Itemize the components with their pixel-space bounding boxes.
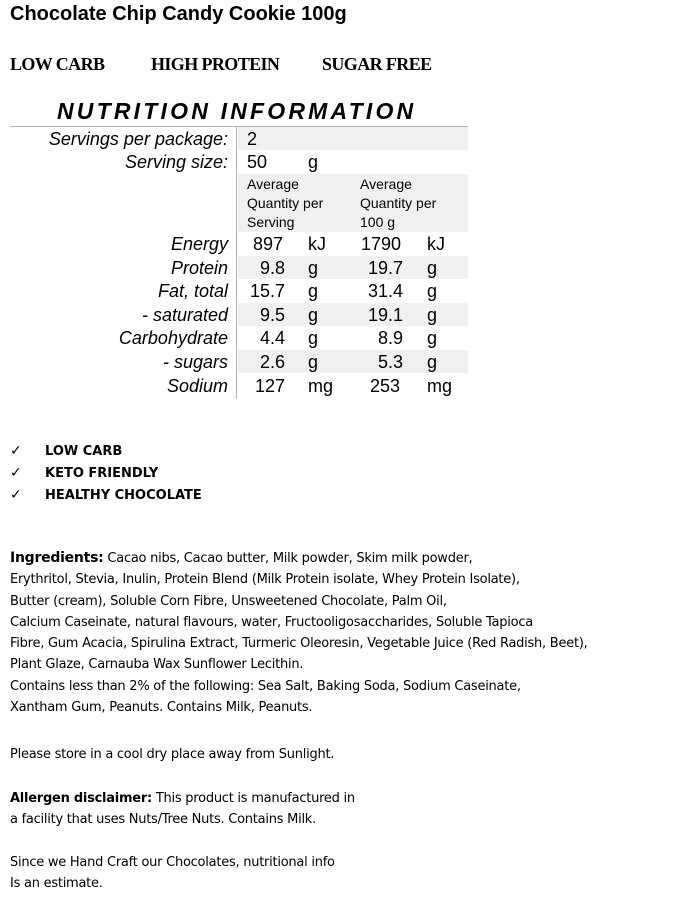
carbohydrate-serving-unit: g (308, 328, 319, 348)
ingredients-line: Contains less than 2% of the following: Sea Salt, Baking Soda, Sodium Caseinate, (10, 678, 521, 694)
check-icon: ✓ (10, 443, 22, 459)
allergen-text: This product is manufactured in (151, 791, 355, 806)
serving-size-value: 50 (247, 152, 268, 172)
estimate-note-line: Is an estimate. (10, 876, 103, 892)
protein-serving-unit: g (308, 258, 319, 278)
col-header-100g-line2: Quantity per (360, 195, 437, 211)
row-label-fat-total: Fat, total (157, 281, 228, 301)
allergen-text: a facility that uses Nuts/Tree Nuts. Contains Milk. (10, 812, 316, 828)
fat-serving-value: 15.7 (250, 281, 286, 301)
protein-serving-value: 9.8 (260, 258, 286, 278)
ingredients-line: Fibre, Gum Acacia, Spirulina Extract, Turmeric Oleoresin, Vegetable Juice (Red Radish, Beet), (10, 636, 588, 652)
sugars-serving-value: 2.6 (260, 352, 286, 372)
col-header-100g-line1: Average (360, 176, 412, 192)
sugars-100g-unit: g (427, 352, 438, 372)
sodium-100g-unit: mg (427, 376, 453, 396)
tag-sugar-free: SUGAR FREE (322, 54, 432, 74)
ingredients-line: Butter (cream), Soluble Corn Fibre, Unsweetened Chocolate, Palm Oil, (10, 593, 447, 609)
estimate-note-line: Since we Hand Craft our Chocolates, nutritional info (10, 855, 335, 870)
ingredients-line: Erythritol, Stevia, Inulin, Protein Blend (Milk Protein isolate, Whey Protein Isolate), (10, 572, 520, 588)
col-header-serving-line1: Average (247, 176, 299, 192)
ingredients-label: Ingredients: (10, 550, 104, 566)
allergen-disclaimer (10, 788, 355, 831)
checklist-item-label: KETO FRIENDLY (45, 466, 159, 481)
carbohydrate-100g-value: 8.9 (378, 328, 404, 348)
servings-value: 2 (247, 129, 258, 149)
storage-note: Please store in a cool dry place away from Sunlight. (10, 747, 335, 762)
allergen-label: Allergen disclaimer: (10, 791, 152, 806)
ingredients-line: Calcium Caseinate, natural flavours, water, Fructooligosaccharides, Soluble Tapioca (10, 614, 533, 630)
fat-serving-unit: g (308, 281, 319, 301)
serving-size-unit: g (308, 152, 319, 172)
protein-100g-unit: g (427, 258, 438, 278)
tag-high-protein: HIGH PROTEIN (151, 54, 280, 74)
fat-100g-value: 31.4 (368, 281, 404, 301)
saturated-100g-unit: g (427, 305, 438, 325)
serving-size-label: Serving size: (124, 152, 228, 172)
ingredients-line: Xantham Gum, Peanuts. Contains Milk, Peanuts. (10, 700, 313, 716)
checklist-item-label: LOW CARB (45, 444, 123, 459)
ingredients-line: Cacao nibs, Cacao butter, Milk powder, Skim milk powder, (103, 551, 473, 566)
col-header-serving-line3: Serving (247, 214, 295, 230)
row-label-sodium: Sodium (166, 376, 228, 396)
sugars-100g-value: 5.3 (378, 352, 404, 372)
row-label-saturated: - saturated (141, 305, 228, 325)
check-icon: ✓ (10, 465, 22, 481)
row-label-energy: Energy (170, 234, 228, 254)
energy-serving-value: 897 (253, 234, 284, 254)
col-header-serving-line2: Quantity per (247, 195, 324, 211)
product-title: Chocolate Chip Candy Cookie 100g (10, 3, 347, 25)
servings-label: Servings per package: (48, 129, 228, 149)
sodium-serving-unit: mg (308, 376, 334, 396)
tag-low-carb: LOW CARB (10, 54, 105, 74)
sugars-serving-unit: g (308, 352, 319, 372)
row-label-carbohydrate: Carbohydrate (118, 328, 228, 348)
energy-serving-unit: kJ (308, 234, 326, 254)
saturated-serving-unit: g (308, 305, 319, 325)
estimate-note (10, 852, 335, 895)
fat-100g-unit: g (427, 281, 438, 301)
checklist-item-label: HEALTHY CHOCOLATE (45, 488, 202, 503)
ingredients-block (10, 548, 588, 718)
carbohydrate-serving-value: 4.4 (260, 328, 286, 348)
saturated-100g-value: 19.1 (368, 305, 404, 325)
carbohydrate-100g-unit: g (427, 328, 438, 348)
col-header-100g-line3: 100 g (360, 214, 396, 230)
nutrition-heading: NUTRITION INFORMATION (57, 98, 417, 124)
sodium-serving-value: 127 (255, 376, 286, 396)
check-icon: ✓ (10, 487, 22, 503)
shade-servings (238, 127, 468, 150)
saturated-serving-value: 9.5 (260, 305, 286, 325)
energy-100g-unit: kJ (427, 234, 445, 254)
nutrition-column-divider (236, 127, 237, 399)
protein-100g-value: 19.7 (368, 258, 404, 278)
ingredients-line: Plant Glaze, Carnauba Wax Sunflower Lecithin. (10, 657, 304, 673)
sodium-100g-value: 253 (370, 376, 401, 396)
energy-100g-value: 1790 (361, 234, 402, 254)
row-label-sugars: - sugars (162, 352, 228, 372)
row-label-protein: Protein (170, 258, 228, 278)
